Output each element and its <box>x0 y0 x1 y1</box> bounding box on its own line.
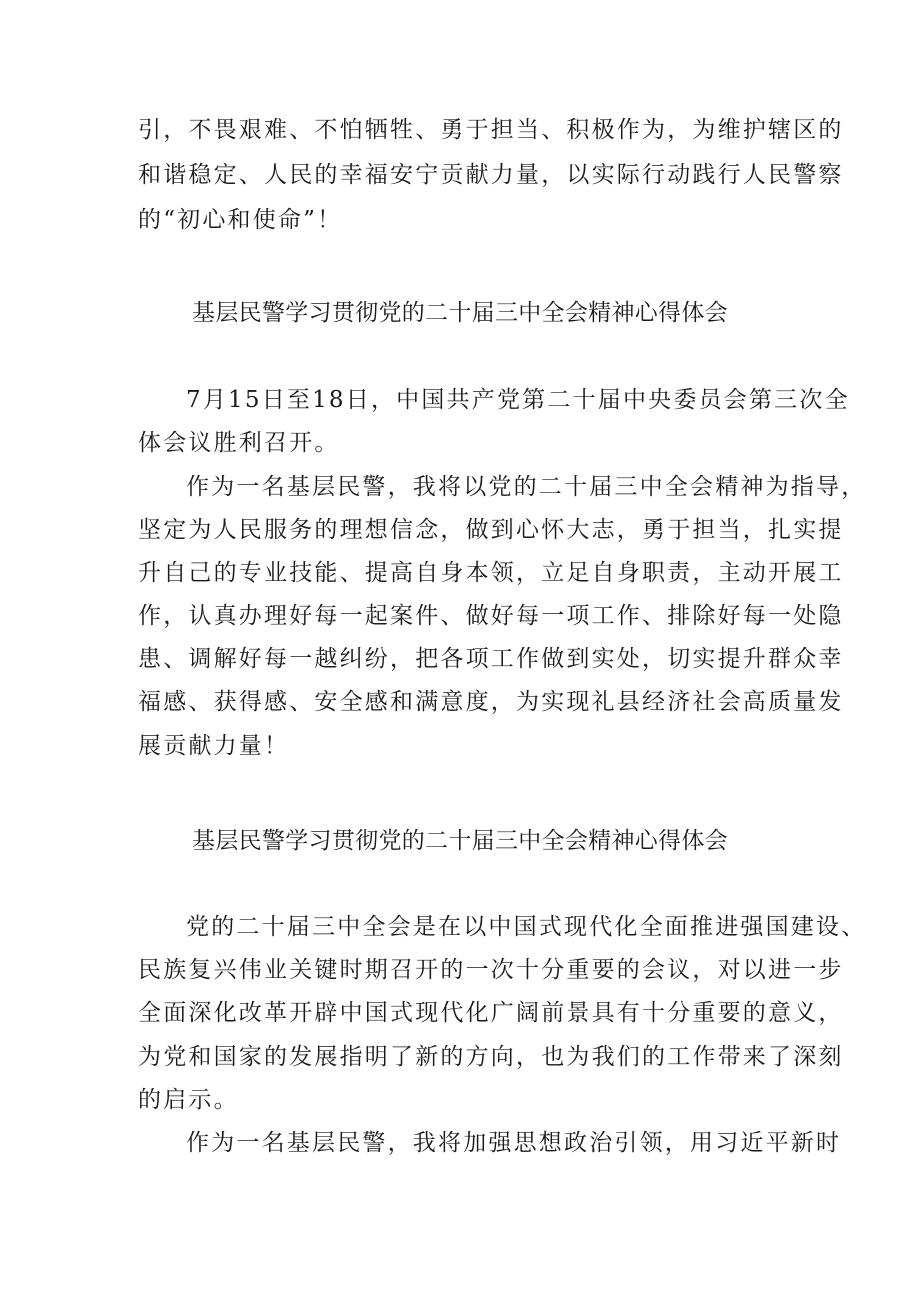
paragraph-line: 患、调解好每一越纠纷，把各项工作做到实处，切实提升群众幸 <box>138 646 844 672</box>
paragraph-line: 7月15日至18日，中国共产党第二十届中央委员会第三次全 <box>186 387 850 413</box>
paragraph-line: 展贡献力量！ <box>138 733 290 759</box>
intro-line: 的“初心和使命”！ <box>138 207 343 233</box>
paragraph-line: 全面深化改革开辟中国式现代化广阔前景具有十分重要的意义， <box>138 1000 844 1026</box>
paragraph-line: 党的二十届三中全会是在以中国式现代化全面推进强国建设、 <box>186 914 867 940</box>
paragraph-line: 体会议胜利召开。 <box>138 430 340 456</box>
paragraph-line: 作，认真办理好每一起案件、做好每一项工作、排除好每一处隐 <box>138 603 844 629</box>
paragraph-line: 为党和国家的发展指明了新的方向，也为我们的工作带来了深刻 <box>138 1044 844 1070</box>
section-title: 基层民警学习贯彻党的二十届三中全会精神心得体会 <box>192 300 728 326</box>
section-title: 基层民警学习贯彻党的二十届三中全会精神心得体会 <box>192 828 728 854</box>
paragraph-line: 民族复兴伟业关键时期召开的一次十分重要的会议，对以进一步 <box>138 957 844 983</box>
paragraph-line: 坚定为人民服务的理想信念，做到心怀大志，勇于担当，扎实提 <box>138 517 844 543</box>
paragraph-line: 作为一名基层民警，我将以党的二十届三中全会精神为指导， <box>186 474 867 500</box>
paragraph-line: 的启示。 <box>138 1087 239 1113</box>
intro-line: 引，不畏艰难、不怕牺牲、勇于担当、积极作为，为维护辖区的 <box>138 117 844 143</box>
paragraph-line: 作为一名基层民警，我将加强思想政治引领，用习近平新时 <box>186 1130 842 1156</box>
paragraph-line: 福感、获得感、安全感和满意度，为实现礼县经济社会高质量发 <box>138 689 844 715</box>
intro-line: 和谐稳定、人民的幸福安宁贡献力量，以实际行动践行人民警察 <box>138 162 844 188</box>
paragraph-line: 升自己的专业技能、提高自身本领，立足自身职责，主动开展工 <box>138 560 844 586</box>
